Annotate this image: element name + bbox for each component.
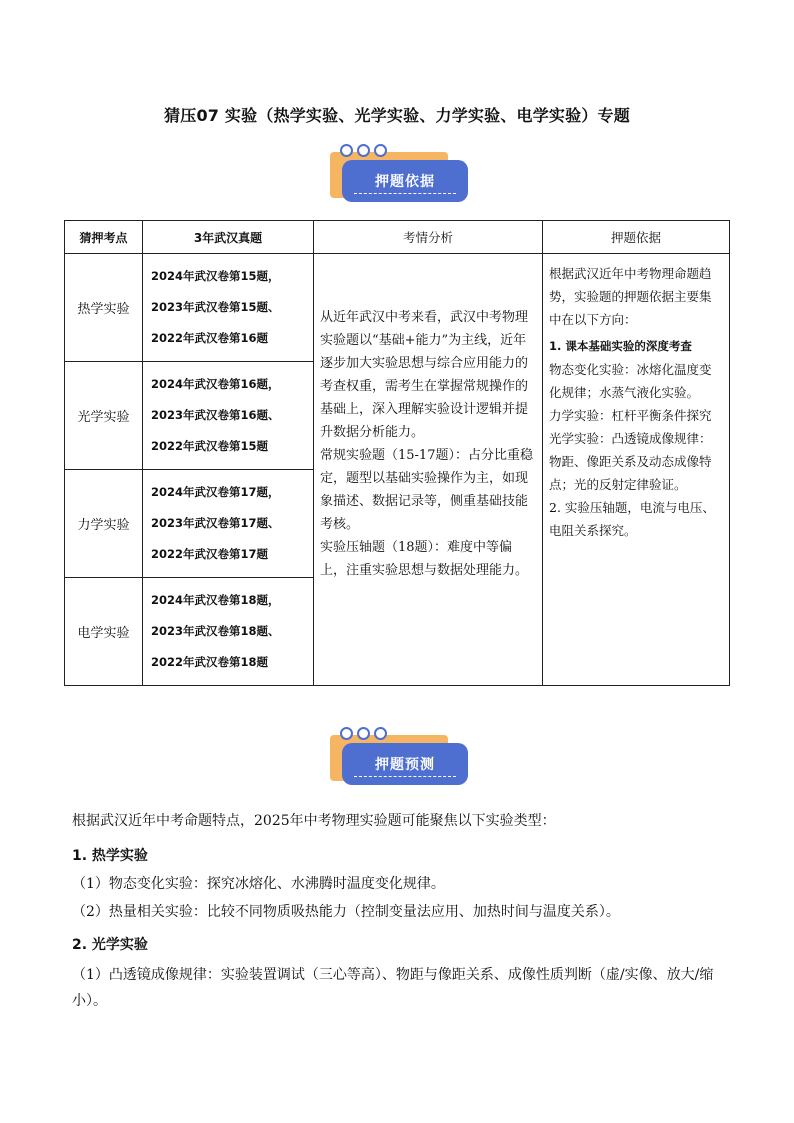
- ring-binder-icon: [340, 727, 387, 740]
- years-cell: 2024年武汉卷第16题， 2023年武汉卷第16题、 2022年武汉卷第15题: [143, 362, 314, 470]
- prediction-intro: 根据武汉近年中考命题特点，2025年中考物理实验题可能聚焦以下实验类型：: [72, 813, 556, 829]
- years-cell: 2024年武汉卷第18题， 2023年武汉卷第18题、 2022年武汉卷第18题: [143, 578, 314, 686]
- topic-cell: 热学实验: [65, 254, 143, 362]
- ring-binder-icon: [340, 144, 387, 157]
- topic-cell: 光学实验: [65, 362, 143, 470]
- years-cell: 2024年武汉卷第15题， 2023年武汉卷第15题、 2022年武汉卷第16题: [143, 254, 314, 362]
- exam-table: [64, 220, 730, 686]
- list-item: （1）物态变化实验：探究冰熔化、水沸腾时温度变化规律。: [72, 876, 445, 892]
- topic-cell: 力学实验: [65, 470, 143, 578]
- basis-cell: 根据武汉近年中考物理命题趋势，实验题的押题依据主要集中在以下方向： 1. 课本基础实验的深度考查 物态变化实验：冰熔化温度变化规律；水蒸气液化实验。 力学实验：杠杆平衡条件探究 光学实验：凸透镜成像规律：物距、像距关系及动态成像特点；光的反射定律验证。 2. 实验压轴题，电流与电压、电阻关系探究。: [543, 254, 730, 686]
- header-years: 3年武汉真题: [143, 221, 314, 254]
- section-heading-thermal: 1. 热学实验: [72, 848, 148, 864]
- header-basis: 押题依据: [543, 221, 730, 254]
- analysis-cell: 从近年武汉中考来看，武汉中考物理实验题以“基础+能力”为主线，近年逐步加大实验思想与综合应用能力的考查权重，需考生在掌握常规操作的基础上，深入理解实验设计逻辑并提升数据分析能力。 常规实验题（15-17题）：占分比重稳定，题型以基础实验操作为主，如现象描述、数据记录等，侧重基础技能考核。 实验压轴题（18题）：难度中等偏上，注重实验思想与数据处理能力。: [314, 254, 543, 686]
- years-cell: 2024年武汉卷第17题， 2023年武汉卷第17题、 2022年武汉卷第17题: [143, 470, 314, 578]
- list-item: （1）凸透镜成像规律：实验装置调试（三心等高）、物距与像距关系、成像性质判断（虚/实像、放大/缩小）。: [72, 967, 714, 1009]
- table-header-row: [65, 221, 730, 254]
- section-heading-optics: 2. 光学实验: [72, 937, 148, 953]
- header-analysis: 考情分析: [314, 221, 543, 254]
- table-row: [65, 254, 730, 362]
- topic-cell: 电学实验: [65, 578, 143, 686]
- header-topic: 猜押考点: [65, 221, 143, 254]
- list-item: （2）热量相关实验：比较不同物质吸热能力（控制变量法应用、加热时间与温度关系）。: [72, 904, 620, 920]
- page-title: 猜压07 实验（热学实验、光学实验、力学实验、电学实验）专题: [164, 106, 630, 125]
- badge-label: 押题预测: [342, 743, 468, 785]
- section-badge-prediction: [330, 727, 470, 787]
- section-badge-basis: [330, 144, 470, 204]
- badge-label: 押题依据: [342, 160, 468, 202]
